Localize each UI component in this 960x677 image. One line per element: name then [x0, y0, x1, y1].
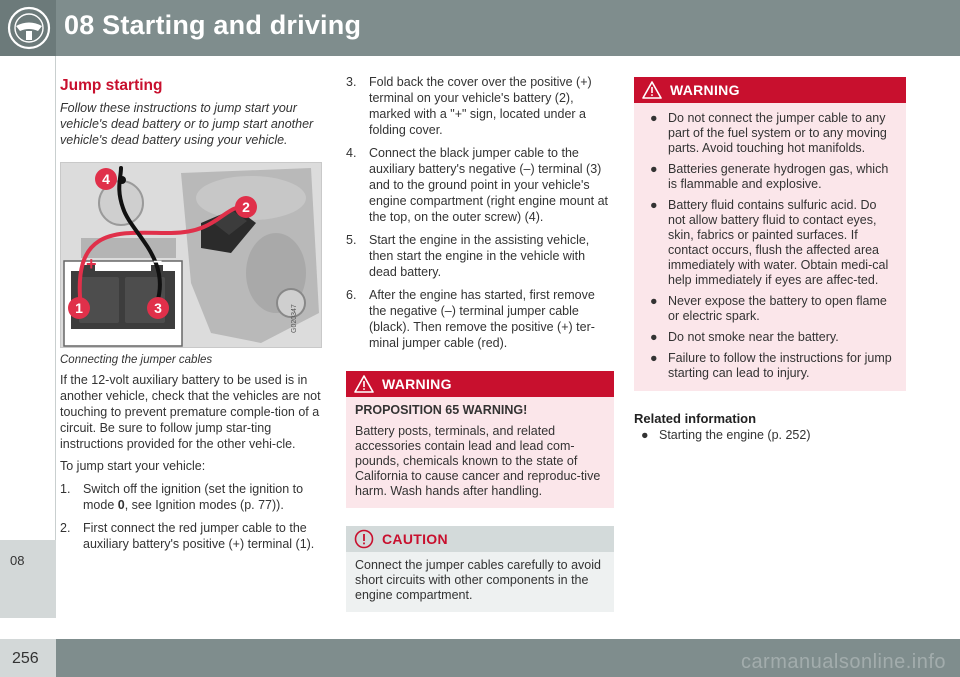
- step-number: 3.: [346, 75, 357, 89]
- column-middle: [346, 74, 614, 612]
- steps-list-part1: [60, 481, 325, 552]
- bullet-text: Battery fluid contains sulfuric acid. Do not allow battery fluid to contact eyes, skin, fabrics or painted surfaces. If contact occurs, flush the affected area immediately with water. Obtain medi-cal help immediately if eyes are affec-ted.: [668, 198, 889, 287]
- step-4: [346, 145, 614, 225]
- callout-2: 2: [235, 196, 257, 218]
- step-number: 4.: [346, 146, 357, 160]
- warning-bullet-item: [643, 162, 897, 192]
- bullet-text: Batteries generate hydrogen gas, which is flammable and explosive.: [668, 162, 889, 191]
- step-text: After the engine has started, first remove the negative (–) terminal jumper cable (black). Then remove the positive (+) ter-minal jumper cable (red).: [369, 288, 595, 350]
- bullet-icon: ●: [650, 294, 658, 308]
- step-text: First connect the red jumper cable to the auxiliary battery's positive (+) terminal (1).: [83, 521, 315, 551]
- warning-header: [634, 77, 906, 103]
- warning-bullet-list: [643, 111, 897, 381]
- bullet-icon: ●: [650, 351, 658, 365]
- steps-lead: To jump start your vehicle:: [60, 459, 206, 473]
- battery-minus-symbol: −: [153, 254, 163, 271]
- warning-box-prop65: [346, 371, 614, 508]
- steering-wheel-icon: [7, 6, 51, 50]
- callout-1: 1: [68, 297, 90, 319]
- bullet-text: Failure to follow the instructions for jump starting can lead to injury.: [668, 351, 892, 380]
- warning-body: [346, 397, 614, 508]
- warning-bullet-item: [643, 198, 897, 288]
- caution-label: CAUTION: [382, 531, 448, 547]
- warning-bullet-item: [643, 351, 897, 381]
- watermark-text: carmanualsonline.info: [740, 651, 946, 673]
- bullet-icon: ●: [641, 428, 649, 442]
- figure-code: G020347: [291, 304, 298, 333]
- section-intro: Follow these instructions to jump start your vehicle's dead battery or to jump start another vehicle's dead battery using your vehicle.: [60, 101, 314, 147]
- chapter-tab[interactable]: [0, 540, 56, 618]
- warning-box-safety: [634, 77, 906, 391]
- bullet-icon: ●: [650, 162, 658, 176]
- step-number: 5.: [346, 233, 357, 247]
- step-2: [60, 520, 325, 552]
- chapter-title: 08 Starting and driving: [64, 10, 362, 40]
- warning-bullet-item: [643, 330, 897, 345]
- warning-header: [346, 371, 614, 397]
- warning-bullet-item: [643, 111, 897, 156]
- step-6: [346, 287, 614, 351]
- step-text: Fold back the cover over the positive (+) terminal on your vehicle's battery (2), marked with a "+" sign, located under a folding cover.: [369, 75, 592, 137]
- caution-box: [346, 526, 614, 612]
- section-title: Jump starting: [60, 77, 163, 94]
- caution-header: [346, 526, 614, 552]
- step-text: Start the engine in the assisting vehicle, then start the engine in the vehicle with dead battery.: [369, 233, 590, 279]
- chapter-tab-label: 08: [10, 553, 25, 568]
- warning-text: Battery posts, terminals, and related accessories contain lead and lead com-pounds, chemicals known to the state of California to cause cancer and reproduc-tive harm. Wash hands after handling.: [355, 424, 601, 498]
- bullet-icon: ●: [650, 111, 658, 125]
- warning-label: WARNING: [382, 376, 452, 392]
- bullet-text: Do not connect the jumper cable to any part of the fuel system or to any moving parts. Avoid touching hot manifolds.: [668, 111, 887, 155]
- side-tab-strip: [0, 56, 56, 618]
- step-text: Connect the black jumper cable to the auxiliary battery's negative (–) terminal (3) and to the ground point in your vehicle's engine compartment (right engine mount at the top, on the outer screw) (4).: [369, 146, 609, 224]
- related-info-title: Related information: [634, 411, 757, 426]
- warning-bullet-item: [643, 294, 897, 324]
- warning-triangle-icon: [642, 80, 662, 100]
- header-logo-tab: [0, 0, 56, 56]
- bullet-text: Never expose the battery to open flame or electric spark.: [668, 294, 887, 323]
- caution-text: Connect the jumper cables carefully to avoid short circuits with other components in the engine compartment.: [355, 558, 601, 602]
- step-3: [346, 74, 614, 138]
- step-number: 6.: [346, 288, 357, 302]
- related-link-text[interactable]: Starting the engine (p. 252): [659, 428, 811, 442]
- bullet-icon: ●: [650, 330, 658, 344]
- related-link[interactable]: [634, 428, 906, 443]
- page-number: 256: [12, 650, 39, 667]
- caution-exclamation-icon: [354, 529, 374, 549]
- bullet-icon: ●: [650, 198, 658, 212]
- column-right: [634, 74, 906, 443]
- engine-illustration: [61, 163, 322, 348]
- intro-paragraph: If the 12-volt auxiliary battery to be used is in another vehicle, check that the vehicles are not touching to prevent premature comple-tion of a circuit. Be sure to follow jump star-ting instructions provided for the other vehi-cle.: [60, 373, 321, 451]
- warning-body: [634, 103, 906, 391]
- step-number: 1.: [60, 482, 71, 496]
- step-text-link[interactable]: , see Ignition modes (p. 77)).: [124, 498, 284, 512]
- caution-body: [346, 552, 614, 612]
- column-left: [60, 74, 325, 552]
- engine-figure: [60, 162, 322, 348]
- warning-title: PROPOSITION 65 WARNING!: [355, 403, 528, 417]
- figure-caption: Connecting the jumper cables: [60, 354, 213, 366]
- step-5: [346, 232, 614, 280]
- battery-plus-symbol: +: [86, 254, 97, 274]
- steps-list-part2: [346, 74, 614, 351]
- ignition-mode-value: 0: [117, 498, 125, 512]
- bullet-text: Do not smoke near the battery.: [668, 330, 839, 344]
- step-1: [60, 481, 325, 513]
- warning-triangle-icon: [354, 374, 374, 394]
- step-number: 2.: [60, 521, 71, 535]
- callout-3: 3: [147, 297, 169, 319]
- warning-label: WARNING: [670, 82, 740, 98]
- callout-4: 4: [95, 168, 117, 190]
- step-text: Switch off the ignition (set the ignition to mode: [83, 482, 304, 512]
